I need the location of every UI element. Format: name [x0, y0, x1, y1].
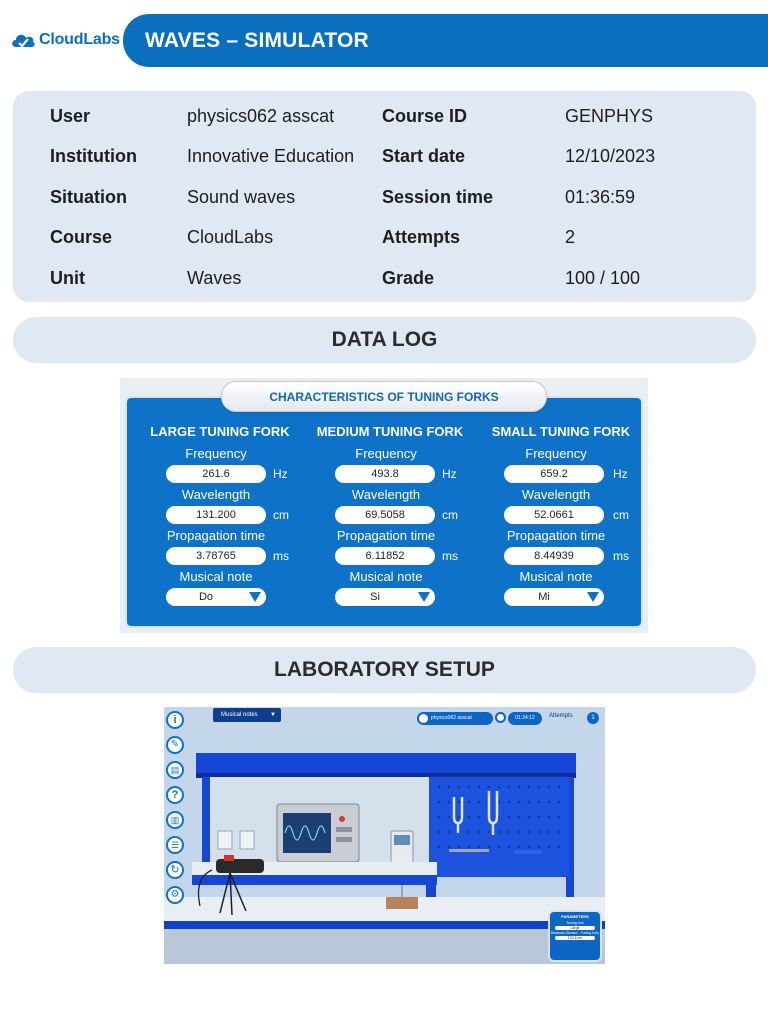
attempts-badge: 1 [587, 712, 599, 724]
wavelength-label: Wavelength [521, 487, 591, 502]
attempts-label: Attempts [549, 713, 573, 719]
info-label: Attempts [382, 227, 461, 247]
wavelength-field[interactable]: 131.200 [166, 506, 266, 524]
note-label: Musical note [519, 569, 593, 584]
unit-label: Hz [442, 467, 457, 481]
info-row [13, 141, 756, 171]
note-label: Musical note [179, 569, 253, 584]
wavelength-label: Wavelength [351, 487, 421, 502]
frequency-label: Frequency [185, 446, 247, 461]
musical-notes-dropdown[interactable] [213, 708, 281, 722]
info-label: Session time [382, 187, 494, 207]
wavelength-field[interactable]: 52.0661 [504, 506, 604, 524]
notebook-icon[interactable]: ▥ [166, 811, 184, 829]
chevron-down-icon [587, 592, 599, 602]
panel-title: CHARACTERISTICS OF TUNING FORKS [221, 381, 547, 412]
info-value: 01:36:59 [565, 187, 636, 207]
info-label: Course ID [382, 106, 468, 126]
tuning-fork-value: Large [555, 926, 595, 930]
unit-label: ms [273, 549, 289, 563]
note-value: Si [370, 591, 380, 603]
info-label: Institution [50, 146, 137, 166]
pencil-icon[interactable]: ✎ [166, 736, 184, 754]
wavelength-label: Wavelength [181, 487, 251, 502]
info-value: Sound waves [187, 187, 296, 207]
info-value: Waves [187, 268, 242, 288]
fork-title: SMALL TUNING FORK [491, 424, 631, 439]
unit-label: Hz [273, 467, 288, 481]
parameters-title: PARAMETERS [561, 914, 589, 919]
info-icon[interactable]: i [166, 711, 184, 729]
clock-icon [495, 712, 506, 723]
info-value: physics062 asscat [187, 106, 335, 126]
data-log-heading: DATA LOG [13, 317, 756, 363]
info-value: 100 / 100 [565, 268, 641, 288]
session-info-card [13, 91, 756, 302]
unit-label: cm [613, 508, 629, 522]
tuning-fork-label: Tuning fork [566, 921, 584, 925]
info-label: Grade [382, 268, 435, 288]
info-row [13, 101, 756, 131]
info-label: Situation [50, 187, 127, 207]
unit-label: Hz [613, 467, 628, 481]
clipboard-icon[interactable]: ▤ [166, 761, 184, 779]
propagation-field[interactable]: 6.11852 [335, 547, 435, 565]
logo-text: CloudLabs [39, 31, 120, 48]
distance-label: Distance (Sensor - Tuning fork) [550, 931, 600, 935]
frequency-field[interactable]: 261.6 [166, 465, 266, 483]
lab-setup-heading: LABORATORY SETUP [13, 647, 756, 693]
note-select[interactable] [166, 588, 266, 606]
wavelength-field[interactable]: 69.5058 [335, 506, 435, 524]
restart-icon[interactable]: ↻ [166, 861, 184, 879]
frequency-field[interactable]: 659.2 [504, 465, 604, 483]
note-select[interactable] [335, 588, 435, 606]
unit-label: cm [442, 508, 458, 522]
help-icon[interactable]: ? [166, 786, 184, 804]
propagation-label: Propagation time [166, 528, 266, 543]
propagation-field[interactable]: 8.44939 [504, 547, 604, 565]
frequency-label: Frequency [355, 446, 417, 461]
info-row [13, 182, 756, 212]
distance-value: 132.8 cm [555, 936, 595, 940]
fork-title: LARGE TUNING FORK [150, 424, 290, 439]
user-icon [419, 714, 428, 723]
info-label: Unit [50, 268, 85, 288]
session-timer [508, 712, 542, 725]
info-value: 2 [565, 227, 576, 247]
frequency-field[interactable]: 493.8 [335, 465, 435, 483]
propagation-label: Propagation time [506, 528, 606, 543]
cloud-logo-icon [10, 30, 36, 50]
info-value: CloudLabs [187, 227, 274, 247]
info-value: GENPHYS [565, 106, 654, 126]
frequency-label: Frequency [525, 446, 587, 461]
chevron-down-icon: ▼ [270, 712, 276, 718]
cloudlabs-logo [10, 28, 120, 52]
info-value: 12/10/2023 [565, 146, 656, 166]
info-value: Innovative Education [187, 146, 355, 166]
chevron-down-icon [249, 592, 261, 602]
page-title: WAVES – SIMULATOR [145, 28, 369, 52]
lab-scene [164, 707, 605, 964]
unit-label: ms [613, 549, 629, 563]
info-row [13, 222, 756, 252]
unit-label: ms [442, 549, 458, 563]
parameters-panel [548, 910, 602, 962]
propagation-field[interactable]: 3.78765 [166, 547, 266, 565]
report-icon[interactable]: ☰ [166, 836, 184, 854]
unit-label: cm [273, 508, 289, 522]
info-label: User [50, 106, 91, 126]
propagation-label: Propagation time [336, 528, 436, 543]
dropdown-label: Musical notes [221, 712, 258, 718]
note-select[interactable] [504, 588, 604, 606]
note-value: Mi [538, 591, 550, 603]
timer-value: 01:24:12 [515, 715, 535, 721]
info-label: Start date [382, 146, 466, 166]
user-name: physics062 asscat [431, 715, 472, 721]
lab-sidebar [166, 711, 188, 904]
title-bar [123, 14, 768, 67]
note-label: Musical note [349, 569, 423, 584]
lab-illustration [164, 707, 605, 964]
settings-icon[interactable]: ⚙ [166, 886, 184, 904]
info-label: Course [50, 227, 113, 247]
user-status [417, 712, 493, 725]
note-value: Do [198, 591, 214, 603]
fork-title: MEDIUM TUNING FORK [316, 424, 464, 439]
chevron-down-icon [418, 592, 430, 602]
info-row [13, 263, 756, 293]
